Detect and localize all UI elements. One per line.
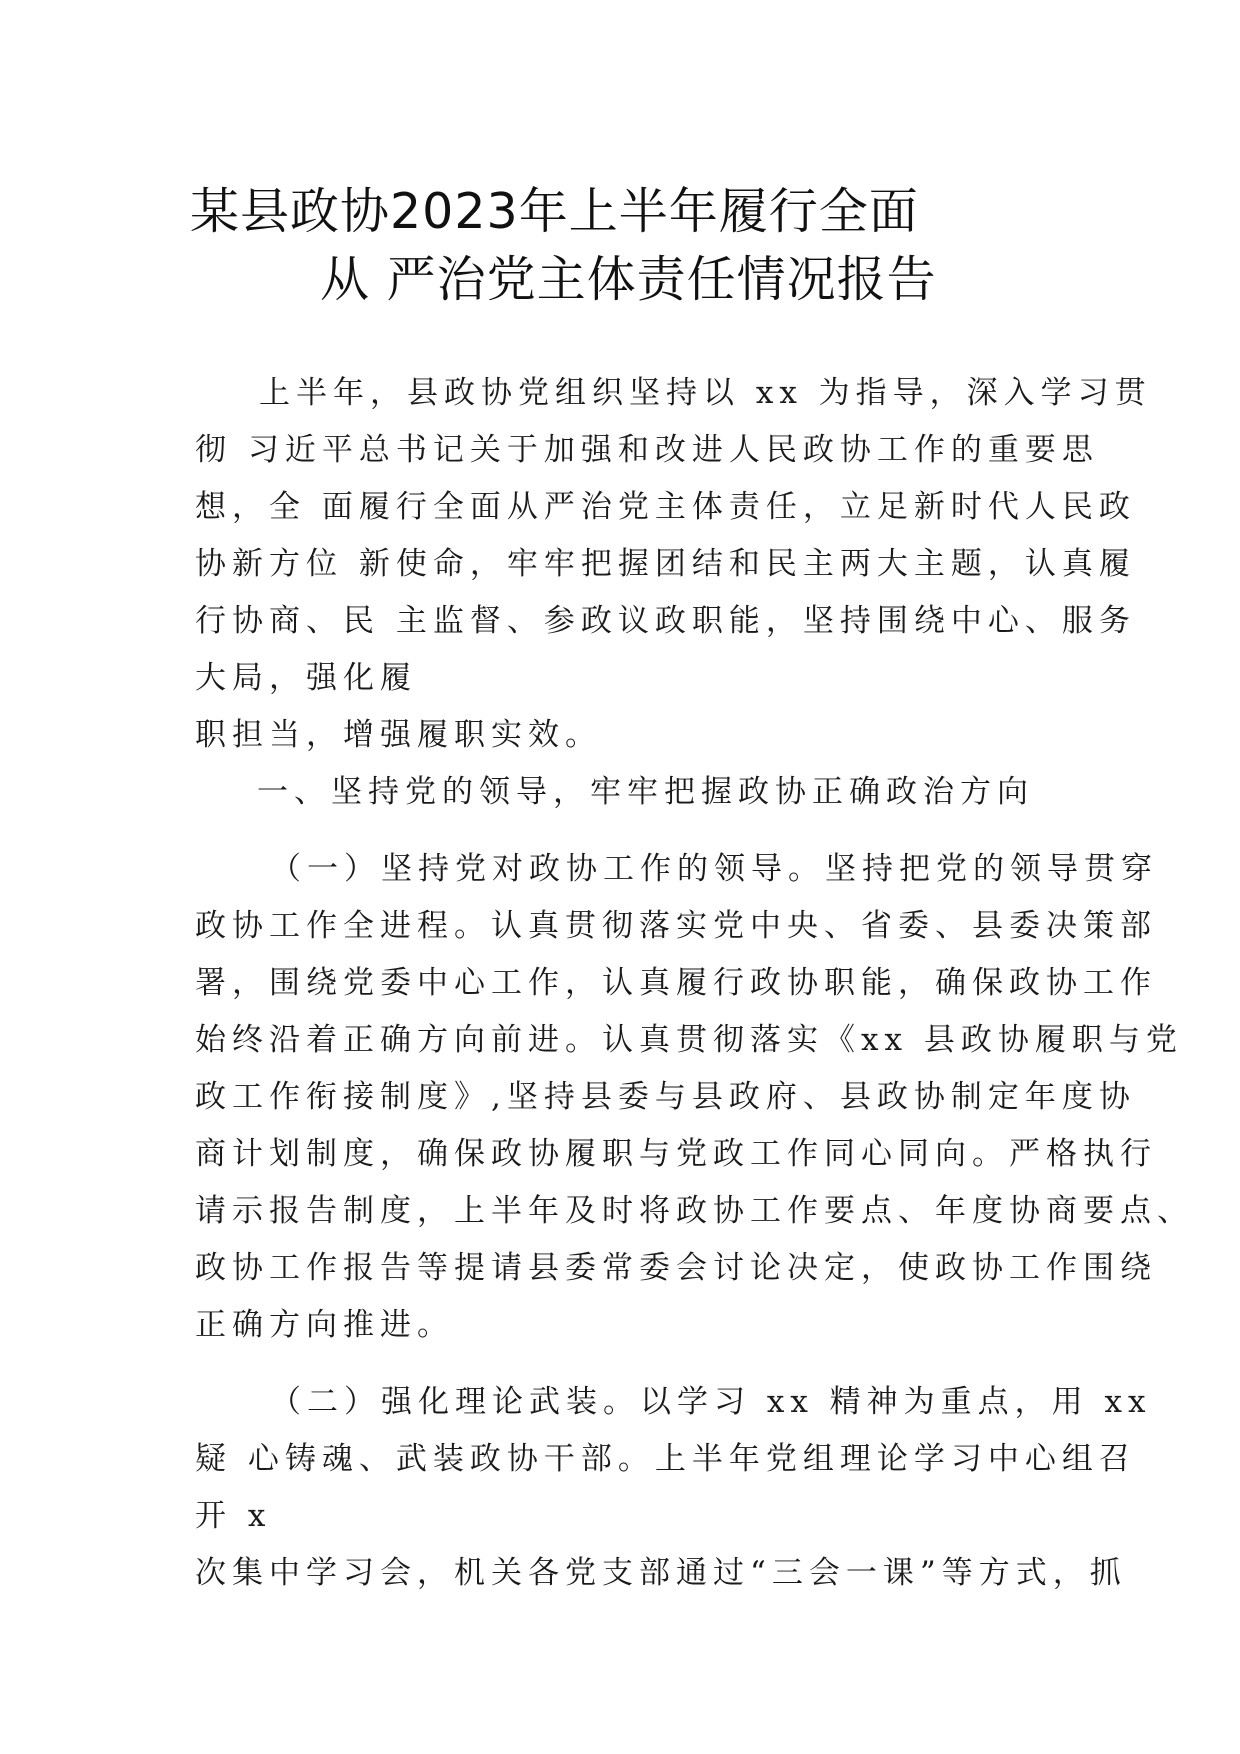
paragraph-line: 始终沿着正确方向前进。认真贯彻落实《xx 县政协履职与党 [195,1022,1183,1058]
section-heading-1 [195,764,1055,821]
paragraph-line: 开 x [195,1498,272,1534]
paragraph-line: 职担当，增强履职实效。 [195,717,602,753]
paragraph-line: 协新方位 新使命，牢牢把握团结和民主两大主题，认真履 [195,546,1136,582]
paragraph-line: 署，围绕党委中心工作，认真履行政协职能，确保政协工作 [195,965,1157,1001]
document-body [195,365,1194,1602]
document-title [190,178,1090,314]
paragraph-1 [195,365,1152,764]
title-line-1: 某县政协2023年上半年履行全面 [190,183,919,240]
paragraph-line: 行协商、民 主监督、参政议政职能，坚持围绕中心、服务 [195,603,1136,639]
paragraph-line: 彻 习近平总书记关于加强和改进人民政协工作的重要思 [195,432,1099,468]
paragraph-3 [195,1374,1152,1602]
paragraph-line: 想，全 面履行全面从严治党主体责任，立足新时代人民政 [195,489,1136,525]
paragraph-line: 政工作衔接制度》,坚持县委与县政府、县政协制定年度协 [195,1079,1136,1115]
paragraph-line: （一）坚持党对政协工作的领导。坚持把党的领导贯穿 [270,851,1158,887]
paragraph-line: 政协工作报告等提请县委常委会讨论决定，使政协工作围绕 [195,1250,1157,1286]
heading-line: 一、坚持党的领导，牢牢把握政协正确政治方向 [257,774,1034,810]
paragraph-line: 商计划制度，确保政协履职与党政工作同心同向。严格执行 [195,1136,1157,1172]
paragraph-line: 正确方向推进。 [195,1307,454,1343]
paragraph-line: 疑 心铸魂、武装政协干部。上半年党组理论学习中心组召 [195,1441,1136,1477]
paragraph-line: （二）强化理论武装。以学习 xx 精神为重点，用 xx [270,1384,1152,1420]
paragraph-line: 次集中学习会，机关各党支部通过“三会一课”等方式，抓 [195,1555,1127,1591]
paragraph-line: 上半年，县政协党组织坚持以 xx 为指导，深入学习贯 [259,375,1152,411]
title-line-2: 从 严治党主体责任情况报告 [320,251,937,308]
paragraph-line: 大局，强化履 [195,660,417,696]
paragraph-line: 政协工作全进程。认真贯彻落实党中央、省委、县委决策部 [195,908,1157,944]
paragraph-2 [195,841,1194,1354]
paragraph-line: 请示报告制度，上半年及时将政协工作要点、年度协商要点、 [195,1193,1194,1229]
